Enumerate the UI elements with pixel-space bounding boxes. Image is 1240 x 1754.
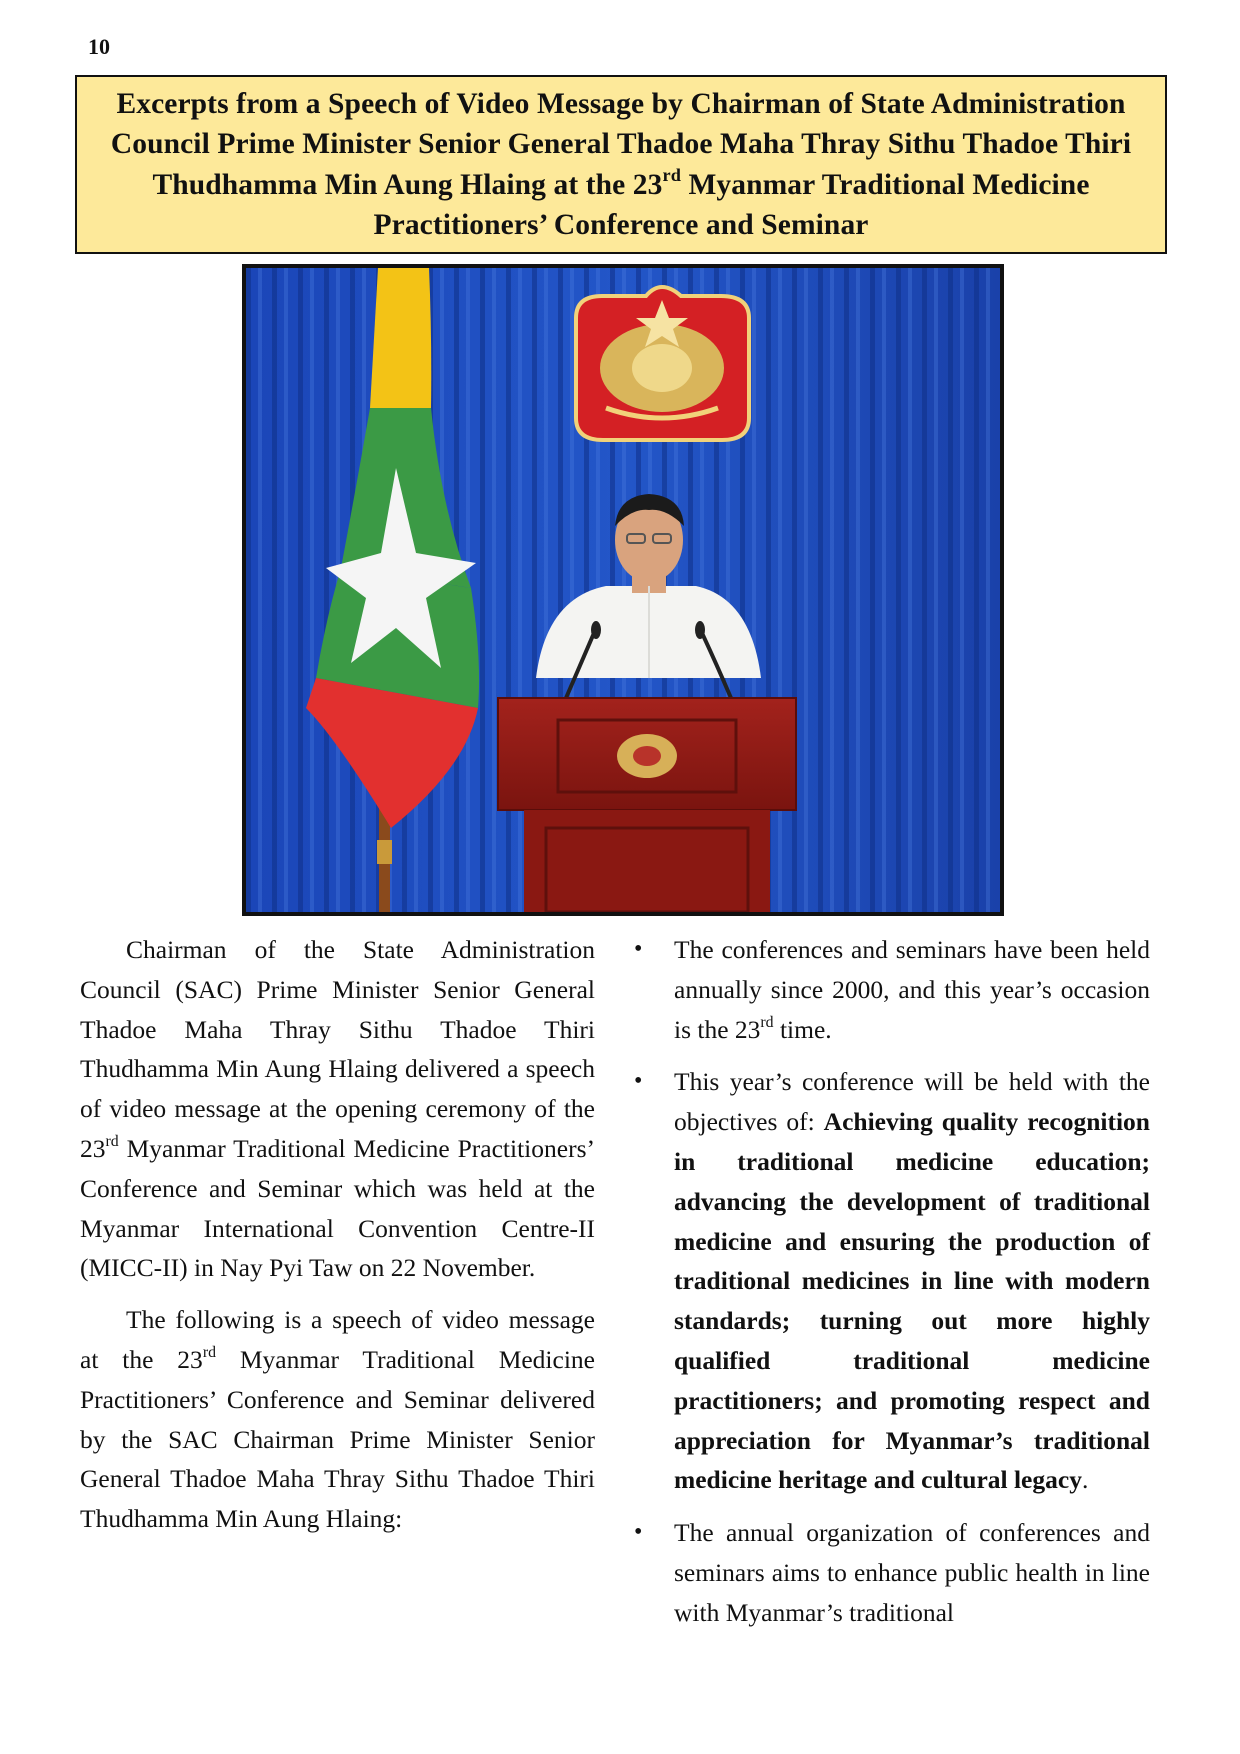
list-item	[635, 930, 1150, 1049]
right-column	[635, 930, 1150, 1646]
left-column	[80, 930, 595, 1551]
podium	[498, 698, 796, 912]
speech-photo	[242, 264, 1004, 916]
bullet-list	[635, 930, 1150, 1633]
bullet3-text: The annual organization of conferences and seminars aims to enhance public health in line with Myanmar’s traditional	[674, 1518, 1150, 1627]
following-text-b: Myanmar Traditional Medicine Practitioners’ Conference and Seminar delivered by the SAC Chairman Prime Minister Senior General Thadoe Maha Thray Sithu Thadoe Thiri Thudhamma Min Aung Hlaing:	[80, 1344, 595, 1534]
bullet1-superscript: rd	[760, 1013, 774, 1031]
bullet1-text-a: The conferences and seminars have been held annually since 2000, and this year’s occasion is the 23	[674, 935, 1150, 1044]
state-emblem-icon	[576, 287, 749, 440]
intro-text-b: Myanmar Traditional Medicine Practitioners’ Conference and Seminar which was held at the Myanmar International Convention Centre-II (MICC-II) in Nay Pyi Taw on 22 November.	[80, 1133, 595, 1283]
page-number: 10	[88, 34, 110, 59]
title-box	[75, 75, 1167, 254]
bullet2-text-a: This year’s conference will be held with the objectives of:	[674, 1067, 1150, 1137]
intro-text-a: Chairman of the State Administration Council (SAC) Prime Minister Senior General Thadoe Maha Thray Sithu Thadoe Thiri Thudhamma Min Aung Hlaing delivered a speech of video message at the opening ceremony of the 23	[80, 935, 595, 1163]
following-paragraph	[80, 1300, 595, 1539]
list-item	[635, 1513, 1150, 1632]
bullet2-objectives: Achieving quality recognition in traditional medicine education; advancing the development of traditional medicine and ensuring the production of traditional medicines in line with modern standards; turning out more highly qualified traditional medicine practitioners; and promoting respect and appreciation for Myanmar’s traditional medicine heritage and cultural legacy	[674, 1107, 1150, 1495]
page-title	[91, 84, 1151, 246]
title-text-post: Myanmar Traditional Medicine Practitioners’ Conference and Seminar	[373, 168, 1090, 241]
following-text-a: The following is a speech of video message at the 23	[80, 1305, 595, 1374]
following-superscript: rd	[202, 1343, 216, 1361]
bullet1-text-b: time.	[773, 1014, 832, 1044]
intro-superscript: rd	[105, 1132, 119, 1150]
list-item	[635, 1062, 1150, 1500]
intro-paragraph	[80, 930, 595, 1288]
bullet2-end: .	[1081, 1465, 1089, 1495]
title-text-pre: Excerpts from a Speech of Video Message by Chairman of State Administration Council Prime Minister Senior General Thadoe Maha Thray Sithu Thadoe Thiri Thudhamma Min Aung Hlaing at the 23	[110, 87, 1132, 201]
title-superscript: rd	[662, 164, 681, 185]
